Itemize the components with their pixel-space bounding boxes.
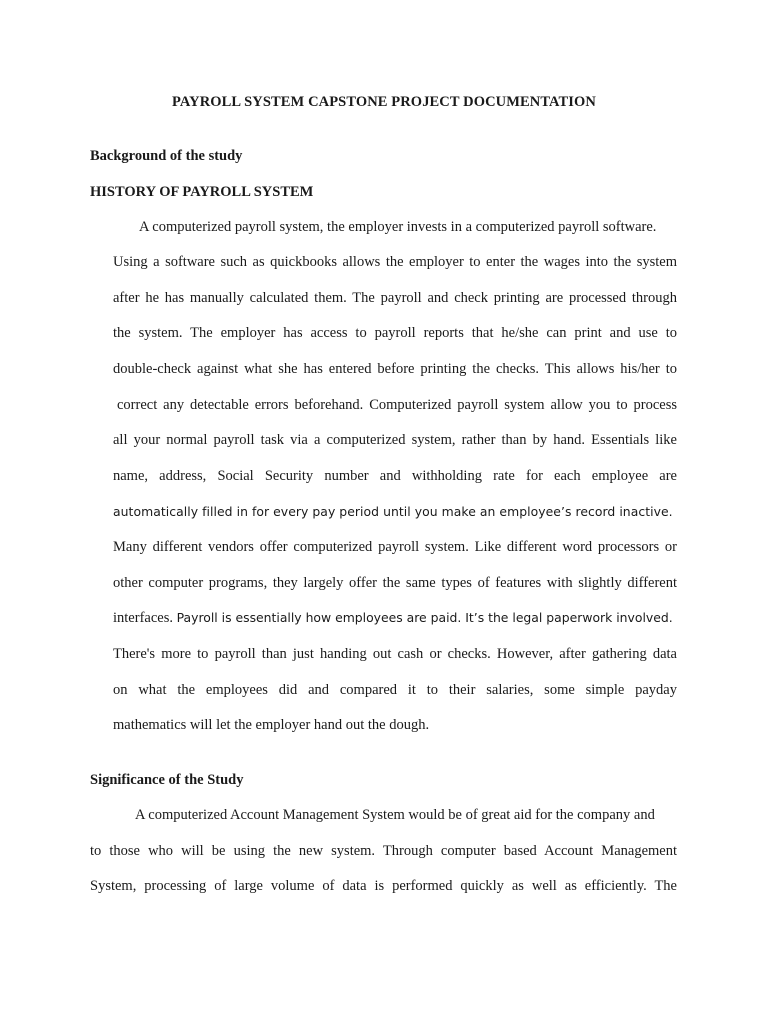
- significance-line: System, processing of large volume of data is performed quickly as well as efficiently. The: [90, 878, 677, 894]
- history-line: correct any detectable errors beforehand. Computerized payroll system allow you to process: [117, 397, 677, 413]
- history-line: Many different vendors offer computerized payroll system. Like different word processors or: [113, 539, 677, 555]
- history-line: the system. The employer has access to payroll reports that he/she can print and use to: [113, 325, 677, 341]
- heading-history-of-payroll: HISTORY OF PAYROLL SYSTEM: [90, 184, 314, 200]
- history-line: all your normal payroll task via a computerized system, rather than by hand. Essentials like: [113, 432, 677, 448]
- significance-line: A computerized Account Management System would be of great aid for the company and: [135, 807, 655, 823]
- history-line: mathematics will let the employer hand out the dough.: [113, 717, 430, 733]
- history-line: on what the employees did and compared it to their salaries, some simple payday: [113, 682, 677, 698]
- history-line: other computer programs, they largely offer the same types of features with slightly different: [113, 575, 677, 591]
- history-line: A computerized payroll system, the employer invests in a computerized payroll software.: [139, 219, 657, 235]
- history-line: double-check against what she has entered before printing the checks. This allows his/her to: [113, 361, 677, 377]
- history-line: There's more to payroll than just handing out cash or checks. However, after gathering data: [113, 646, 677, 662]
- history-line: [113, 607, 673, 629]
- history-line-serif-part: interfaces.: [113, 610, 177, 626]
- history-line: after he has manually calculated them. The payroll and check printing are processed through: [113, 290, 677, 306]
- document-title: PAYROLL SYSTEM CAPSTONE PROJECT DOCUMENTATION: [172, 94, 596, 110]
- history-line: automatically filled in for every pay period until you make an employee’s record inactive.: [113, 504, 673, 519]
- significance-line: to those who will be using the new system. Through computer based Account Management: [90, 843, 677, 859]
- heading-significance-of-study: Significance of the Study: [90, 772, 244, 788]
- history-line: name, address, Social Security number and withholding rate for each employee are: [113, 468, 677, 484]
- history-line: Using a software such as quickbooks allows the employer to enter the wages into the system: [113, 254, 677, 270]
- heading-background-of-study: Background of the study: [90, 148, 243, 164]
- history-line-sans-part: Payroll is essentially how employees are paid. It’s the legal paperwork involved.: [176, 610, 673, 625]
